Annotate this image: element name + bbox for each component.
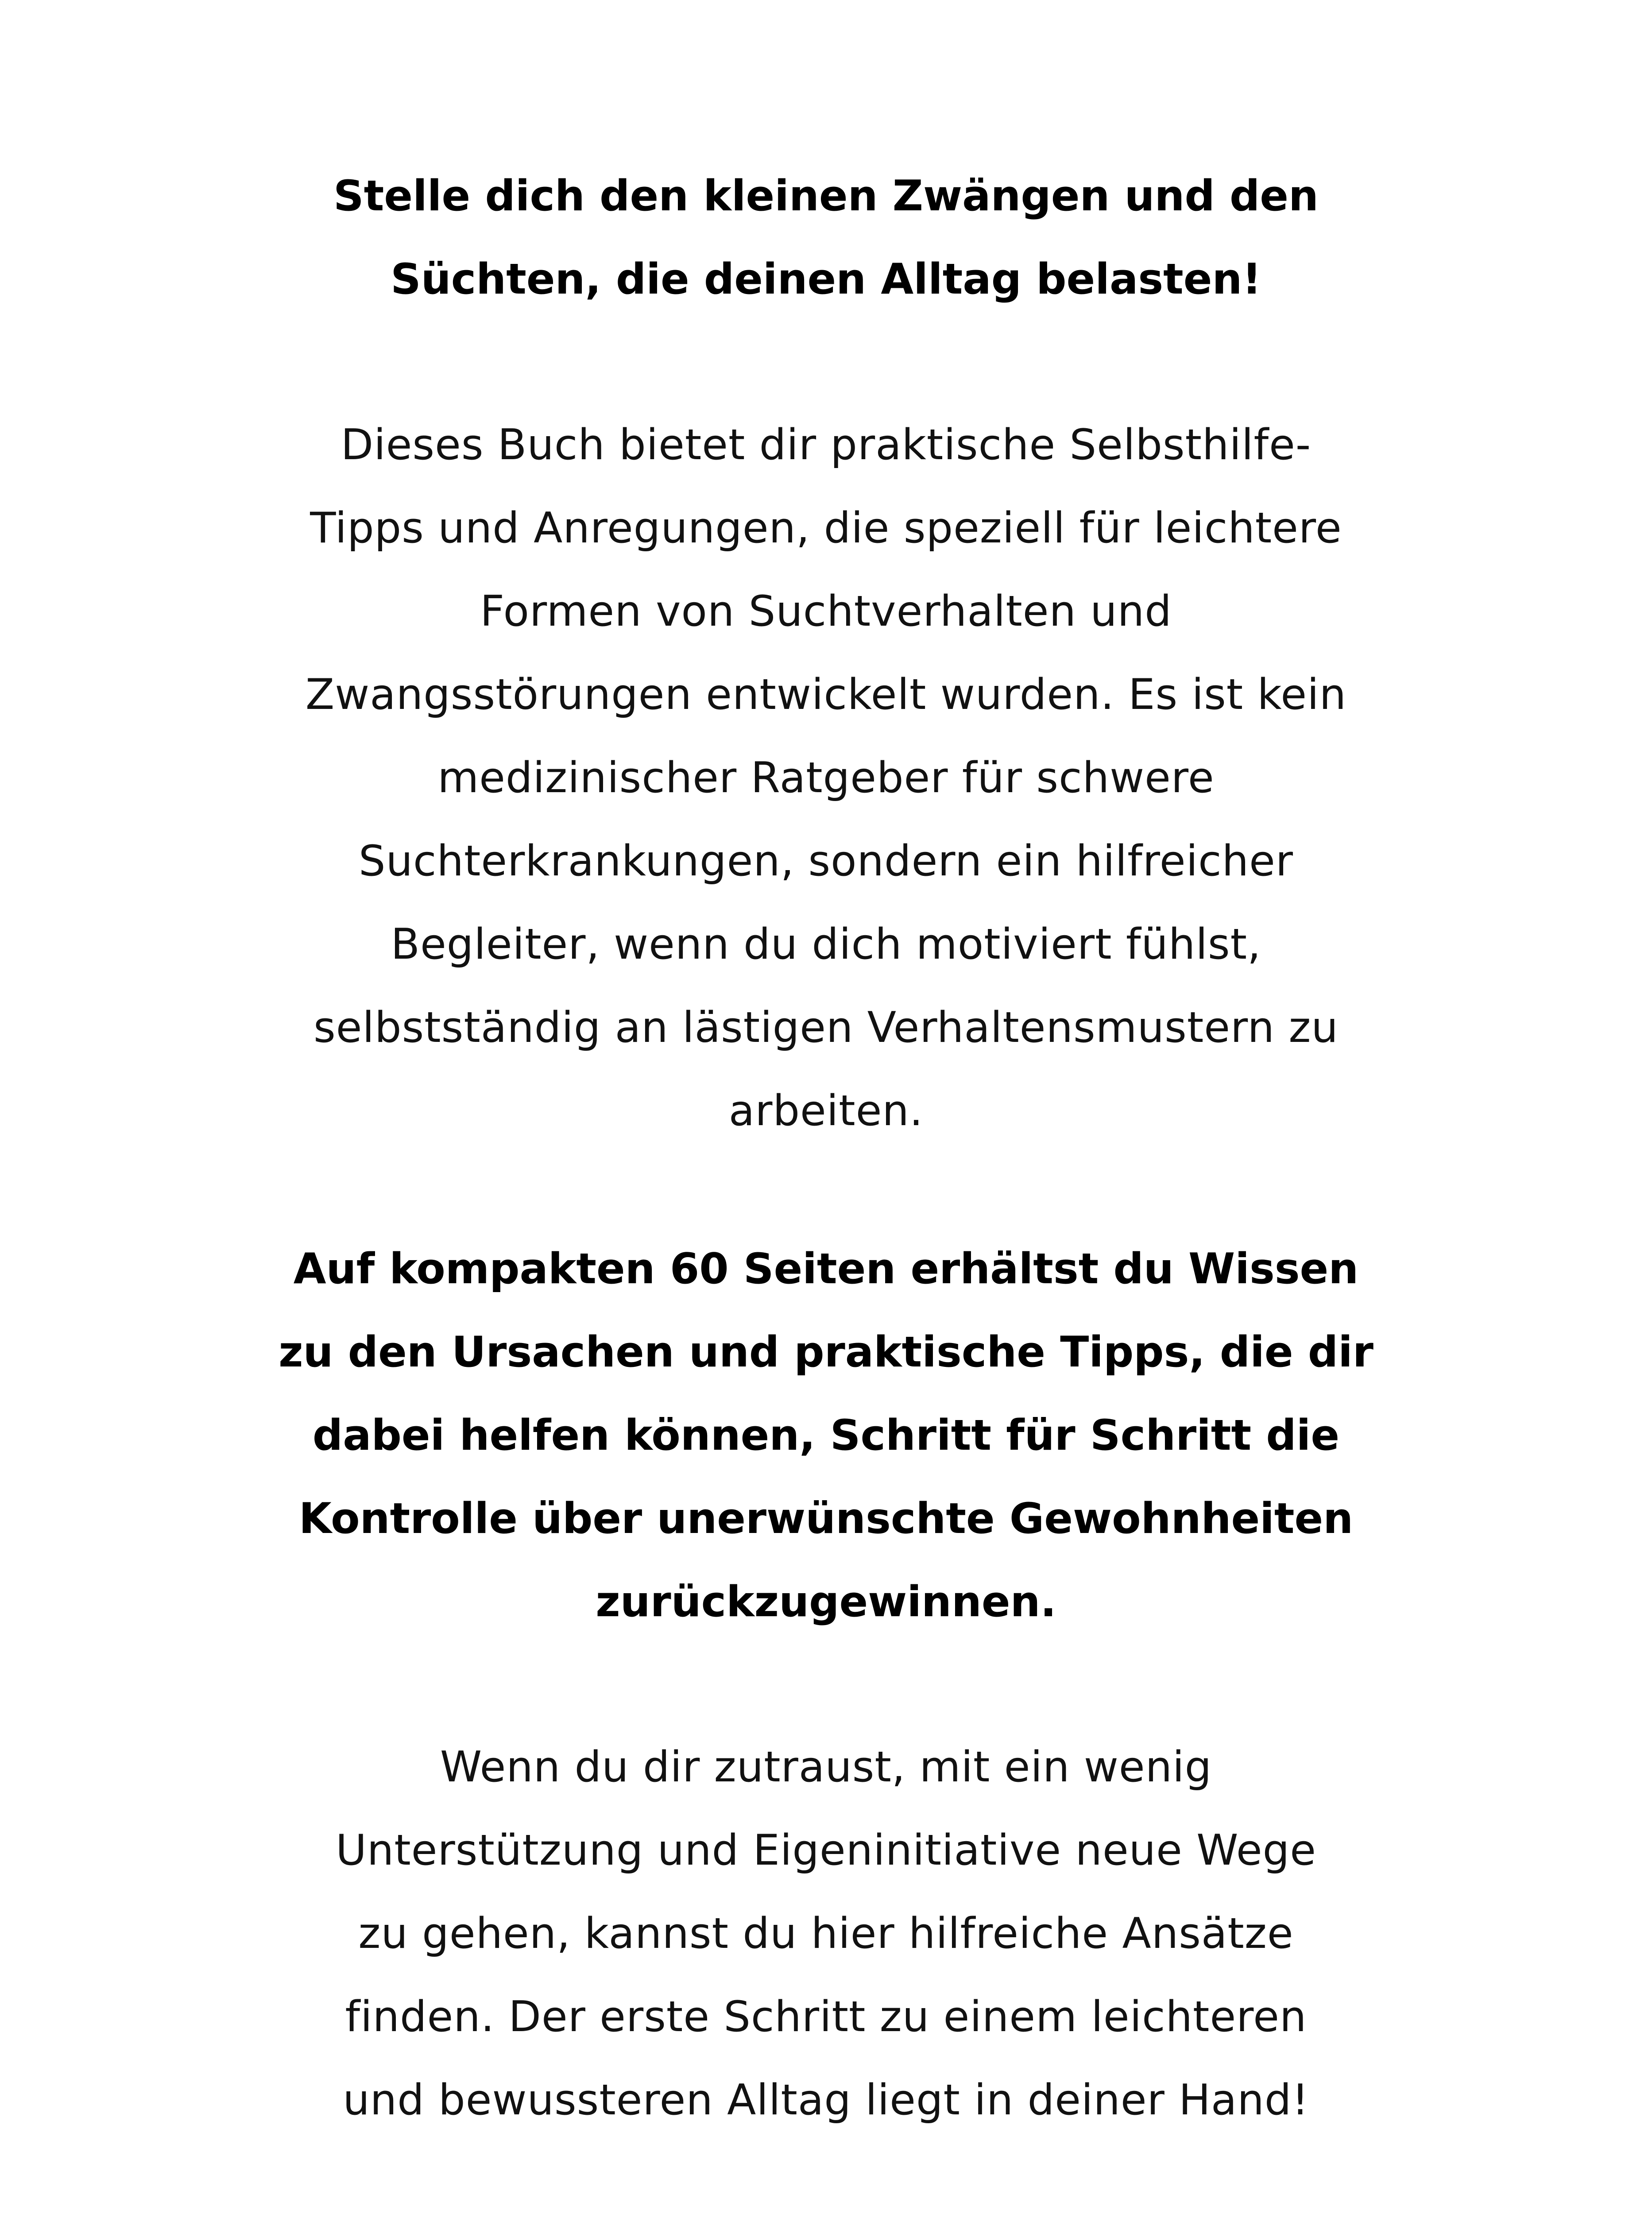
paragraph-line: Kontrolle über unerwünschte Gewohnheiten xyxy=(298,1494,1354,1543)
paragraph-line: und bewussteren Alltag liegt in deiner Hand! xyxy=(343,2075,1309,2125)
paragraph-line: arbeiten. xyxy=(728,1086,924,1135)
paragraph-line: Suchterkrankungen, sondern ein hilfreicher xyxy=(358,836,1294,886)
paragraph-line: selbstständig an lästigen Verhaltensmustern zu xyxy=(313,1002,1339,1052)
paragraph-line: Wenn du dir zutraust, mit ein wenig xyxy=(440,1742,1212,1792)
paragraph-line: Dieses Buch bietet dir praktische Selbsthilfe- xyxy=(340,420,1312,469)
paragraph-line: Auf kompakten 60 Seiten erhältst du Wissen xyxy=(293,1244,1359,1293)
paragraph-line: finden. Der erste Schritt zu einem leichteren xyxy=(345,1992,1307,2041)
paragraph-line: Formen von Suchtverhalten und xyxy=(480,586,1172,636)
paragraph-line: Unterstützung und Eigeninitiative neue Wege xyxy=(336,1825,1316,1875)
heading xyxy=(0,154,1652,321)
paragraph-line: Begleiter, wenn du dich motiviert fühlst, xyxy=(391,919,1261,969)
paragraph-line: zurückzugewinnen. xyxy=(596,1577,1056,1626)
paragraph-line: zu gehen, kannst du hier hilfreiche Ansätze xyxy=(358,1908,1294,1958)
highlight-paragraph xyxy=(0,1227,1652,1643)
paragraph-line: dabei helfen können, Schritt für Schritt die xyxy=(312,1410,1340,1460)
heading-line: Süchten, die deinen Alltag belasten! xyxy=(391,254,1261,304)
paragraph-line: Tipps und Anregungen, die speziell für leichtere xyxy=(310,503,1342,553)
closing-paragraph xyxy=(0,1725,1652,2141)
paragraph-line: zu den Ursachen und praktische Tipps, die dir xyxy=(279,1327,1373,1377)
intro-paragraph xyxy=(0,403,1652,1152)
paragraph-line: medizinischer Ratgeber für schwere xyxy=(437,753,1215,802)
paragraph-line: Zwangsstörungen entwickelt wurden. Es ist kein xyxy=(305,670,1347,719)
heading-line: Stelle dich den kleinen Zwängen und den xyxy=(333,171,1319,221)
